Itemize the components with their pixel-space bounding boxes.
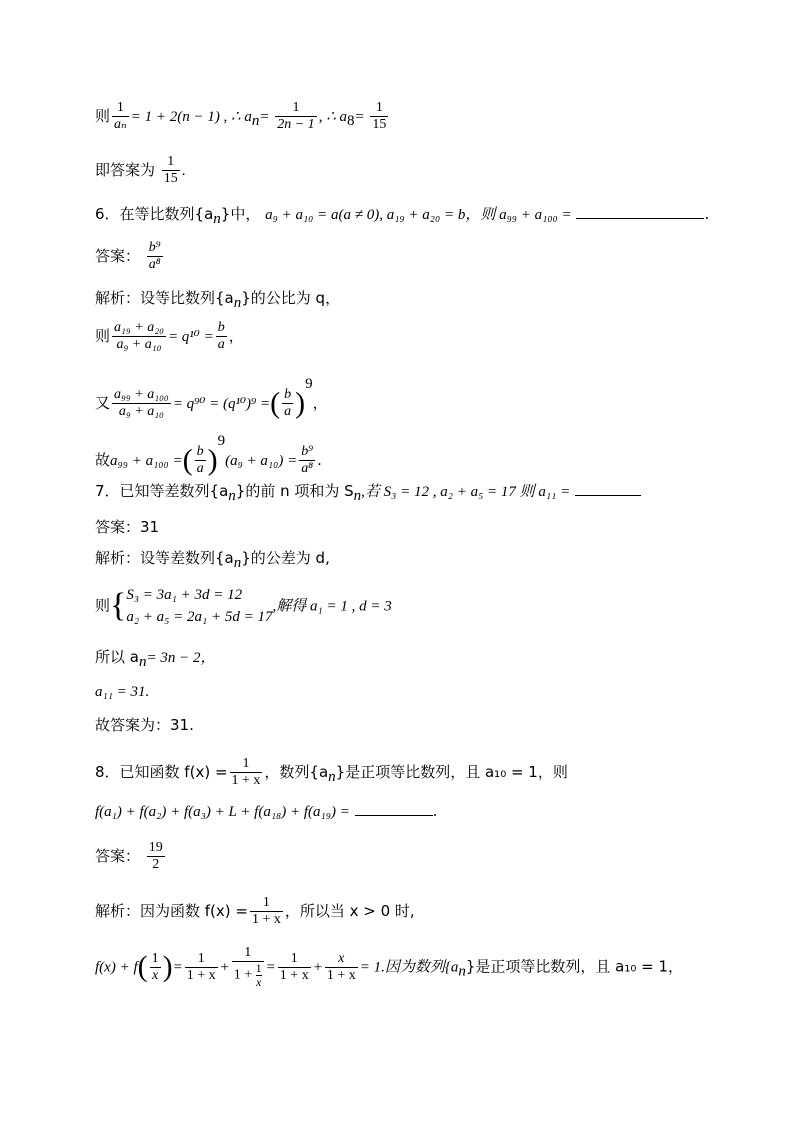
- math-expr: f(x) + f: [95, 959, 138, 976]
- fraction-1-over-1-plus-x-c: $\frac{1}{1 + x}$: [279, 950, 309, 983]
- math-expr: +: [219, 959, 230, 976]
- fraction-b9-over-a8-hence: $\frac{\text{b⁹}}{\text{a⁸}}$: [301, 444, 314, 476]
- fraction-1-over-x: $\frac{1}{x}$: [151, 950, 159, 983]
- q6-also-line: 又 $\frac{\text{a₉₉ + a₁₀₀}}{\text{a₉ + a₁₀}}$ = q⁹⁰ = (q¹⁰)⁹ =( $\frac{b}{a}$ )$^9$，: [95, 376, 328, 420]
- fraction-b-over-a: $\frac{b}{a}$: [217, 320, 225, 352]
- so-text: 所以 a: [95, 648, 139, 666]
- analysis-text: 解析：因为函数 f(x) =: [95, 902, 248, 920]
- answer-blank: [575, 483, 641, 496]
- q7-condition: ,若 S₃ = 12 , a₂ + a₅ = 17 则 a₁₁ =: [361, 484, 571, 500]
- math-lhs: a₉₉ + a₁₀₀ =: [110, 453, 183, 469]
- math-expr: = 3n − 2，: [146, 650, 216, 666]
- fraction-1-over-an: $\frac{1}{\text{aₙ}}$: [114, 100, 127, 132]
- fraction-1-over-15: $\frac{1}{15}$: [372, 100, 387, 132]
- math-q90: = q⁹⁰ = (q¹⁰)⁹ =: [172, 396, 271, 412]
- analysis-text: 解析：设等差数列{a: [95, 549, 234, 567]
- q6-mid: }中，: [220, 205, 261, 223]
- math-mid: (a₉ + a₁₀) =: [225, 453, 298, 469]
- q6-analysis: 解析：设等比数列$\{a_n\}$的公比为 q，: [95, 289, 341, 311]
- q6-label: 6．在等比数列{a: [95, 205, 214, 223]
- text-also: 又: [95, 394, 111, 412]
- math-expr: =: [172, 959, 183, 976]
- q7-analysis: 解析：设等差数列$\{a_n\}$的公差为 d,: [95, 549, 330, 571]
- q6-answer: [95, 240, 165, 273]
- math-q10: = q¹⁰ =: [167, 329, 214, 345]
- q7-system: 则{ S₃ = 3a₁ + 3d = 12 a₂ + a₅ = 2a₁ + 5d = 17 ,解得 a₁ = 1 , d = 3: [95, 584, 392, 628]
- question-6: 6．在等比数列$\{a_n\}$中， a₉ + a₁₀ = a(a ≠ 0), a₁₉ + a₂₀ = b，则 a₉₉ + a₁₀₀ = .: [95, 205, 710, 227]
- text-hence: 故: [95, 451, 111, 469]
- math-expr: =: [265, 959, 276, 976]
- fraction-b-over-a-paren: $\frac{b}{a}$: [284, 387, 292, 419]
- q8-analysis: [95, 895, 415, 928]
- q7-label: 7．已知等差数列{a: [95, 482, 229, 500]
- equation-system: S₃ = 3a₁ + 3d = 12 a₂ + a₅ = 2a₁ + 5d = 17: [126, 587, 273, 625]
- q6-condition: a₉ + a₁₀ = a(a ≠ 0), a₁₉ + a₂₀ = b，则 a₉₉ + a₁₀₀ =: [265, 207, 572, 223]
- fraction-b9-over-a8: $\frac{\text{b⁹}}{\text{a⁸}}$: [148, 240, 161, 272]
- analysis-text: }的公比为 q，: [241, 289, 341, 307]
- solve-text: ,解得 a₁ = 1 , d = 3: [272, 598, 392, 615]
- line-an-formula: 则 $\frac{1}{\text{aₙ}}$ = 1 + 2(n − 1) , ∴ $a_n=$ $\frac{1}{2n - 1}$ , ∴ $a_8=$ $\frac{1}{15}$: [95, 100, 387, 132]
- q7-a11: [95, 682, 149, 701]
- analysis-text: }的公差为 d,: [241, 549, 330, 567]
- final-answer: 故答案为：31.: [95, 716, 194, 734]
- fraction-1-over-1-plus-1-over-x: 1 1 + $\frac{1}{x}$: [233, 945, 262, 989]
- fraction-1-over-15-answer: $\frac{1}{15}$: [163, 154, 178, 186]
- fraction-1-over-1-plus-x-b: $\frac{1}{1 + x}$: [186, 950, 216, 983]
- q8-answer: [95, 840, 167, 873]
- text-then: 则: [95, 327, 111, 345]
- text-then: 则: [95, 596, 111, 615]
- fraction-a19a20-over-a9a10: $\frac{\text{a₁₉ + a₂₀}}{\text{a₉ + a₁₀}}$: [114, 320, 164, 352]
- text-answer-is: 即答案为: [95, 161, 156, 179]
- fraction-1-over-1-plus-x: $\frac{1}{1 + x}$: [231, 756, 261, 788]
- math-expr: , ∴ a: [318, 109, 347, 125]
- math-a11: a₁₁ = 31.: [95, 684, 150, 700]
- analysis-text: 解析：设等比数列{a: [95, 289, 234, 307]
- answer-text: 答案：31: [95, 518, 160, 536]
- math-expr: = 1 + 2(n − 1) , ∴ a: [130, 109, 252, 125]
- math-sum: f(a₁) + f(a₂) + f(a₃) + L + f(a₁₈) + f(a₁₉) =: [95, 804, 350, 820]
- q7-so: 所以 $a_n= 3n - 2$，: [95, 648, 216, 670]
- q7-text: }的前 n 项和为 S: [235, 482, 354, 500]
- fraction-b-over-a-hence: $\frac{b}{a}$: [196, 444, 204, 476]
- answer-blank: [355, 803, 433, 816]
- fraction-x-over-1-plus-x: $\frac{x}{1 + x}$: [326, 950, 356, 983]
- math-expr: = 1.因为数列{a: [359, 959, 459, 976]
- q8-sum: f(a₁) + f(a₂) + f(a₃) + L + f(a₁₈) + f(a₁₉) = .: [95, 802, 438, 820]
- q8-label: 8．已知函数 f(x) =: [95, 763, 228, 781]
- fraction-1-over-1-plus-x-analysis: $\frac{1}{1 + x}$: [251, 895, 281, 927]
- q8-text: ，数列{a: [264, 763, 329, 781]
- analysis-text: ，所以当 x > 0 时,: [284, 902, 415, 920]
- text-ze: 则: [95, 107, 111, 125]
- q6-hence-line: 故a₉₉ + a₁₀₀ =( $\frac{b}{a}$ )$^9$(a₉ + a₁₀) = $\frac{\text{b⁹}}{\text{a⁸}}$ .: [95, 433, 322, 477]
- q8-conclusion: }是正项等比数列，且 a₁₀ = 1，: [465, 957, 684, 976]
- math-expr: =: [354, 109, 369, 125]
- fraction-1-over-2n-1: $\frac{1}{2n - 1}$: [277, 100, 315, 132]
- answer-label: 答案：: [95, 847, 141, 865]
- answer-label: 答案：: [95, 247, 141, 265]
- q8-last-line: f(x) + f( $\frac{1}{x}$ )= $\frac{1}{1 + x}$ + 1 1 + $\frac{1}{x}$ = $\frac{1}{1 + x}$ + $\frac{x}{1 + x}$ = 1.因为数列$\{a_n\}$是正项等比数列，且 a₁₀ = 1，: [95, 945, 684, 989]
- question-8: 8．已知函数 f(x) = $\frac{1}{1 + x}$ ，数列$\{a_n\}$是正项等比数列，且 a₁₀ = 1，则: [95, 756, 568, 788]
- fraction-a99a100-over-a9a10: $\frac{\text{a₉₉ + a₁₀₀}}{\text{a₉ + a₁₀}}$: [114, 387, 169, 419]
- answer-blank: [576, 206, 704, 219]
- line-answer-1-15: 即答案为 $\frac{1}{15}$ .: [95, 154, 186, 186]
- q7-answer: [95, 518, 159, 536]
- q7-final: [95, 716, 194, 734]
- q8-text: }是正项等比数列，且 a₁₀ = 1，则: [335, 763, 568, 781]
- fraction-19-over-2: $\frac{19}{2}$: [148, 840, 163, 872]
- math-expr: +: [312, 959, 323, 976]
- question-7: 7．已知等差数列$\{a_n\}$的前 n 项和为 $S_n$,若 S₃ = 12 , a₂ + a₅ = 17 则 a₁₁ =: [95, 482, 641, 505]
- math-expr: =: [259, 109, 274, 125]
- q6-ratio-line: 则 $\frac{\text{a₁₉ + a₂₀}}{\text{a₉ + a₁₀}}$ = q¹⁰ = $\frac{b}{a}$ ，: [95, 320, 244, 352]
